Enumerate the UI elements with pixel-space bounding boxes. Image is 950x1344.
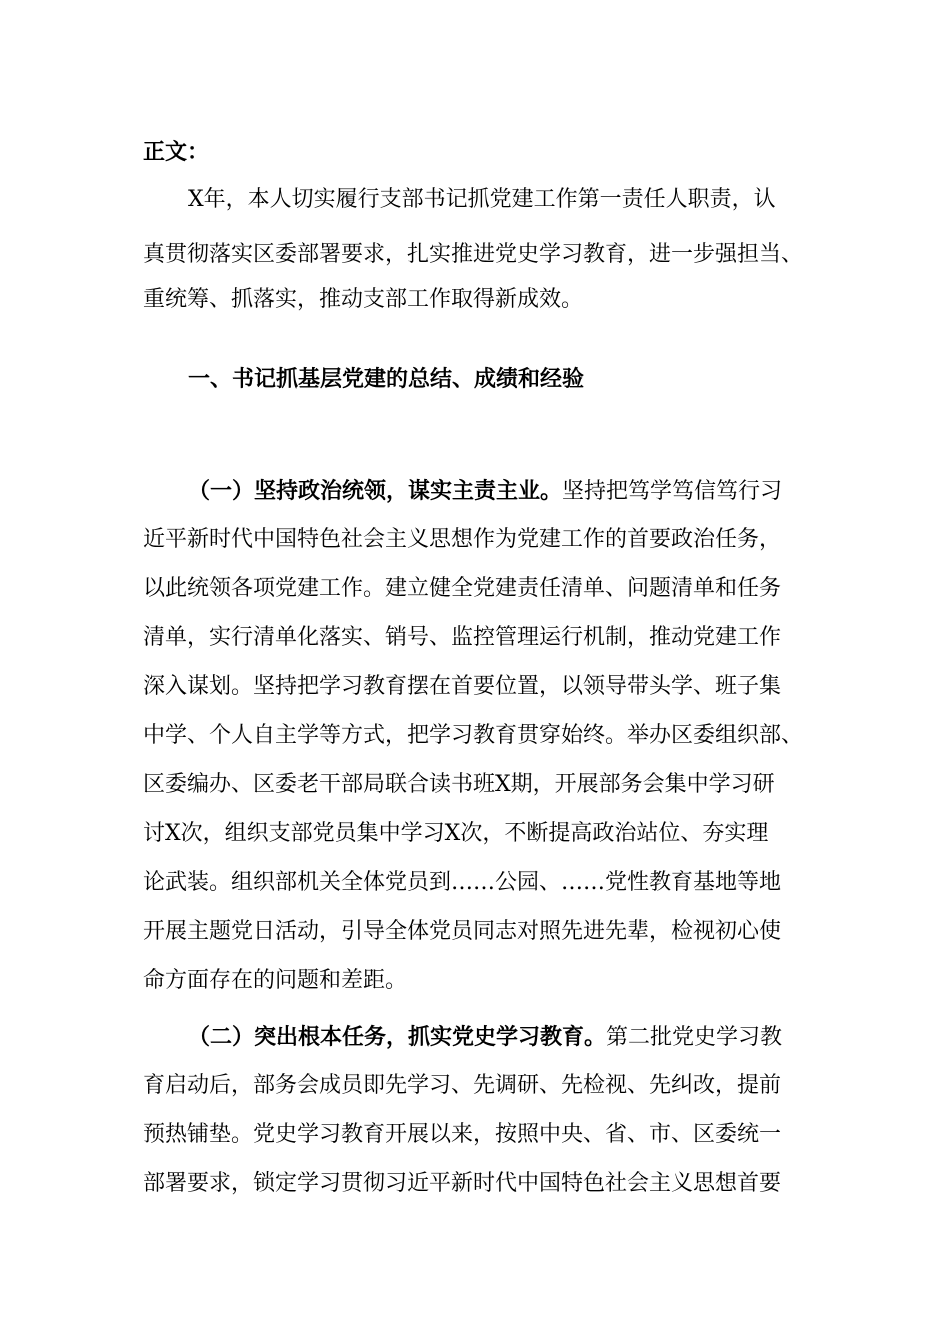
sub2-line-3: 部署要求，锁定学习贯彻习近平新时代中国特色社会主义思想首要 (143, 1171, 782, 1196)
sub1-title: （一）坚持政治统领，谋实主责主业。 (188, 478, 563, 504)
intro-line-3: 重统筹、抓落实，推动支部工作取得新成效。 (143, 287, 584, 312)
sub1-line-8: 论武装。组织部机关全体党员到……公园、……党性教育基地等地 (143, 870, 782, 895)
sub1-line-10: 命方面存在的问题和差距。 (143, 968, 408, 993)
sub1-line-7: 讨X次，组织支部党员集中学习X次，不断提高政治站位、夯实理 (143, 821, 769, 846)
sub2-title: （二）突出根本任务，抓实党史学习教育。 (188, 1024, 607, 1050)
sub1-first-line (188, 476, 782, 507)
sub2-line-2: 预热铺垫。党史学习教育开展以来，按照中央、省、市、区委统一 (143, 1122, 782, 1147)
sub2-first-line-rest: 第二批党史学习教 (606, 1025, 783, 1050)
sub1-line-6: 区委编办、区委老干部局联合读书班X期，开展部务会集中学习研 (143, 772, 775, 797)
sub1-line-3: 清单，实行清单化落实、销号、监控管理运行机制，推动党建工作 (143, 625, 782, 650)
sub1-line-4: 深入谋划。坚持把学习教育摆在首要位置，以领导带头学、班子集 (143, 674, 782, 699)
sub1-line-2: 以此统领各项党建工作。建立健全党建责任清单、问题清单和任务 (143, 576, 782, 601)
body-label: 正文： (143, 139, 210, 165)
section-heading: 一、书记抓基层党建的总结、成绩和经验 (188, 366, 585, 392)
sub1-line-5: 中学、个人自主学等方式，把学习教育贯穿始终。举办区委组织部、 (143, 723, 804, 748)
intro-line-2: 真贯彻落实区委部署要求，扎实推进党史学习教育，进一步强担当、 (143, 242, 804, 267)
sub1-line-1: 近平新时代中国特色社会主义思想作为党建工作的首要政治任务， (143, 527, 782, 552)
sub2-first-line (188, 1022, 782, 1053)
sub1-first-line-rest: 坚持把笃学笃信笃行习 (562, 479, 783, 504)
intro-line-1: X年，本人切实履行支部书记抓党建工作第一责任人职责，认 (188, 187, 776, 212)
sub2-line-1: 育启动后，部务会成员即先学习、先调研、先检视、先纠改，提前 (143, 1073, 782, 1098)
sub1-line-9: 开展主题党日活动，引导全体党员同志对照先进先辈，检视初心使 (143, 919, 782, 944)
